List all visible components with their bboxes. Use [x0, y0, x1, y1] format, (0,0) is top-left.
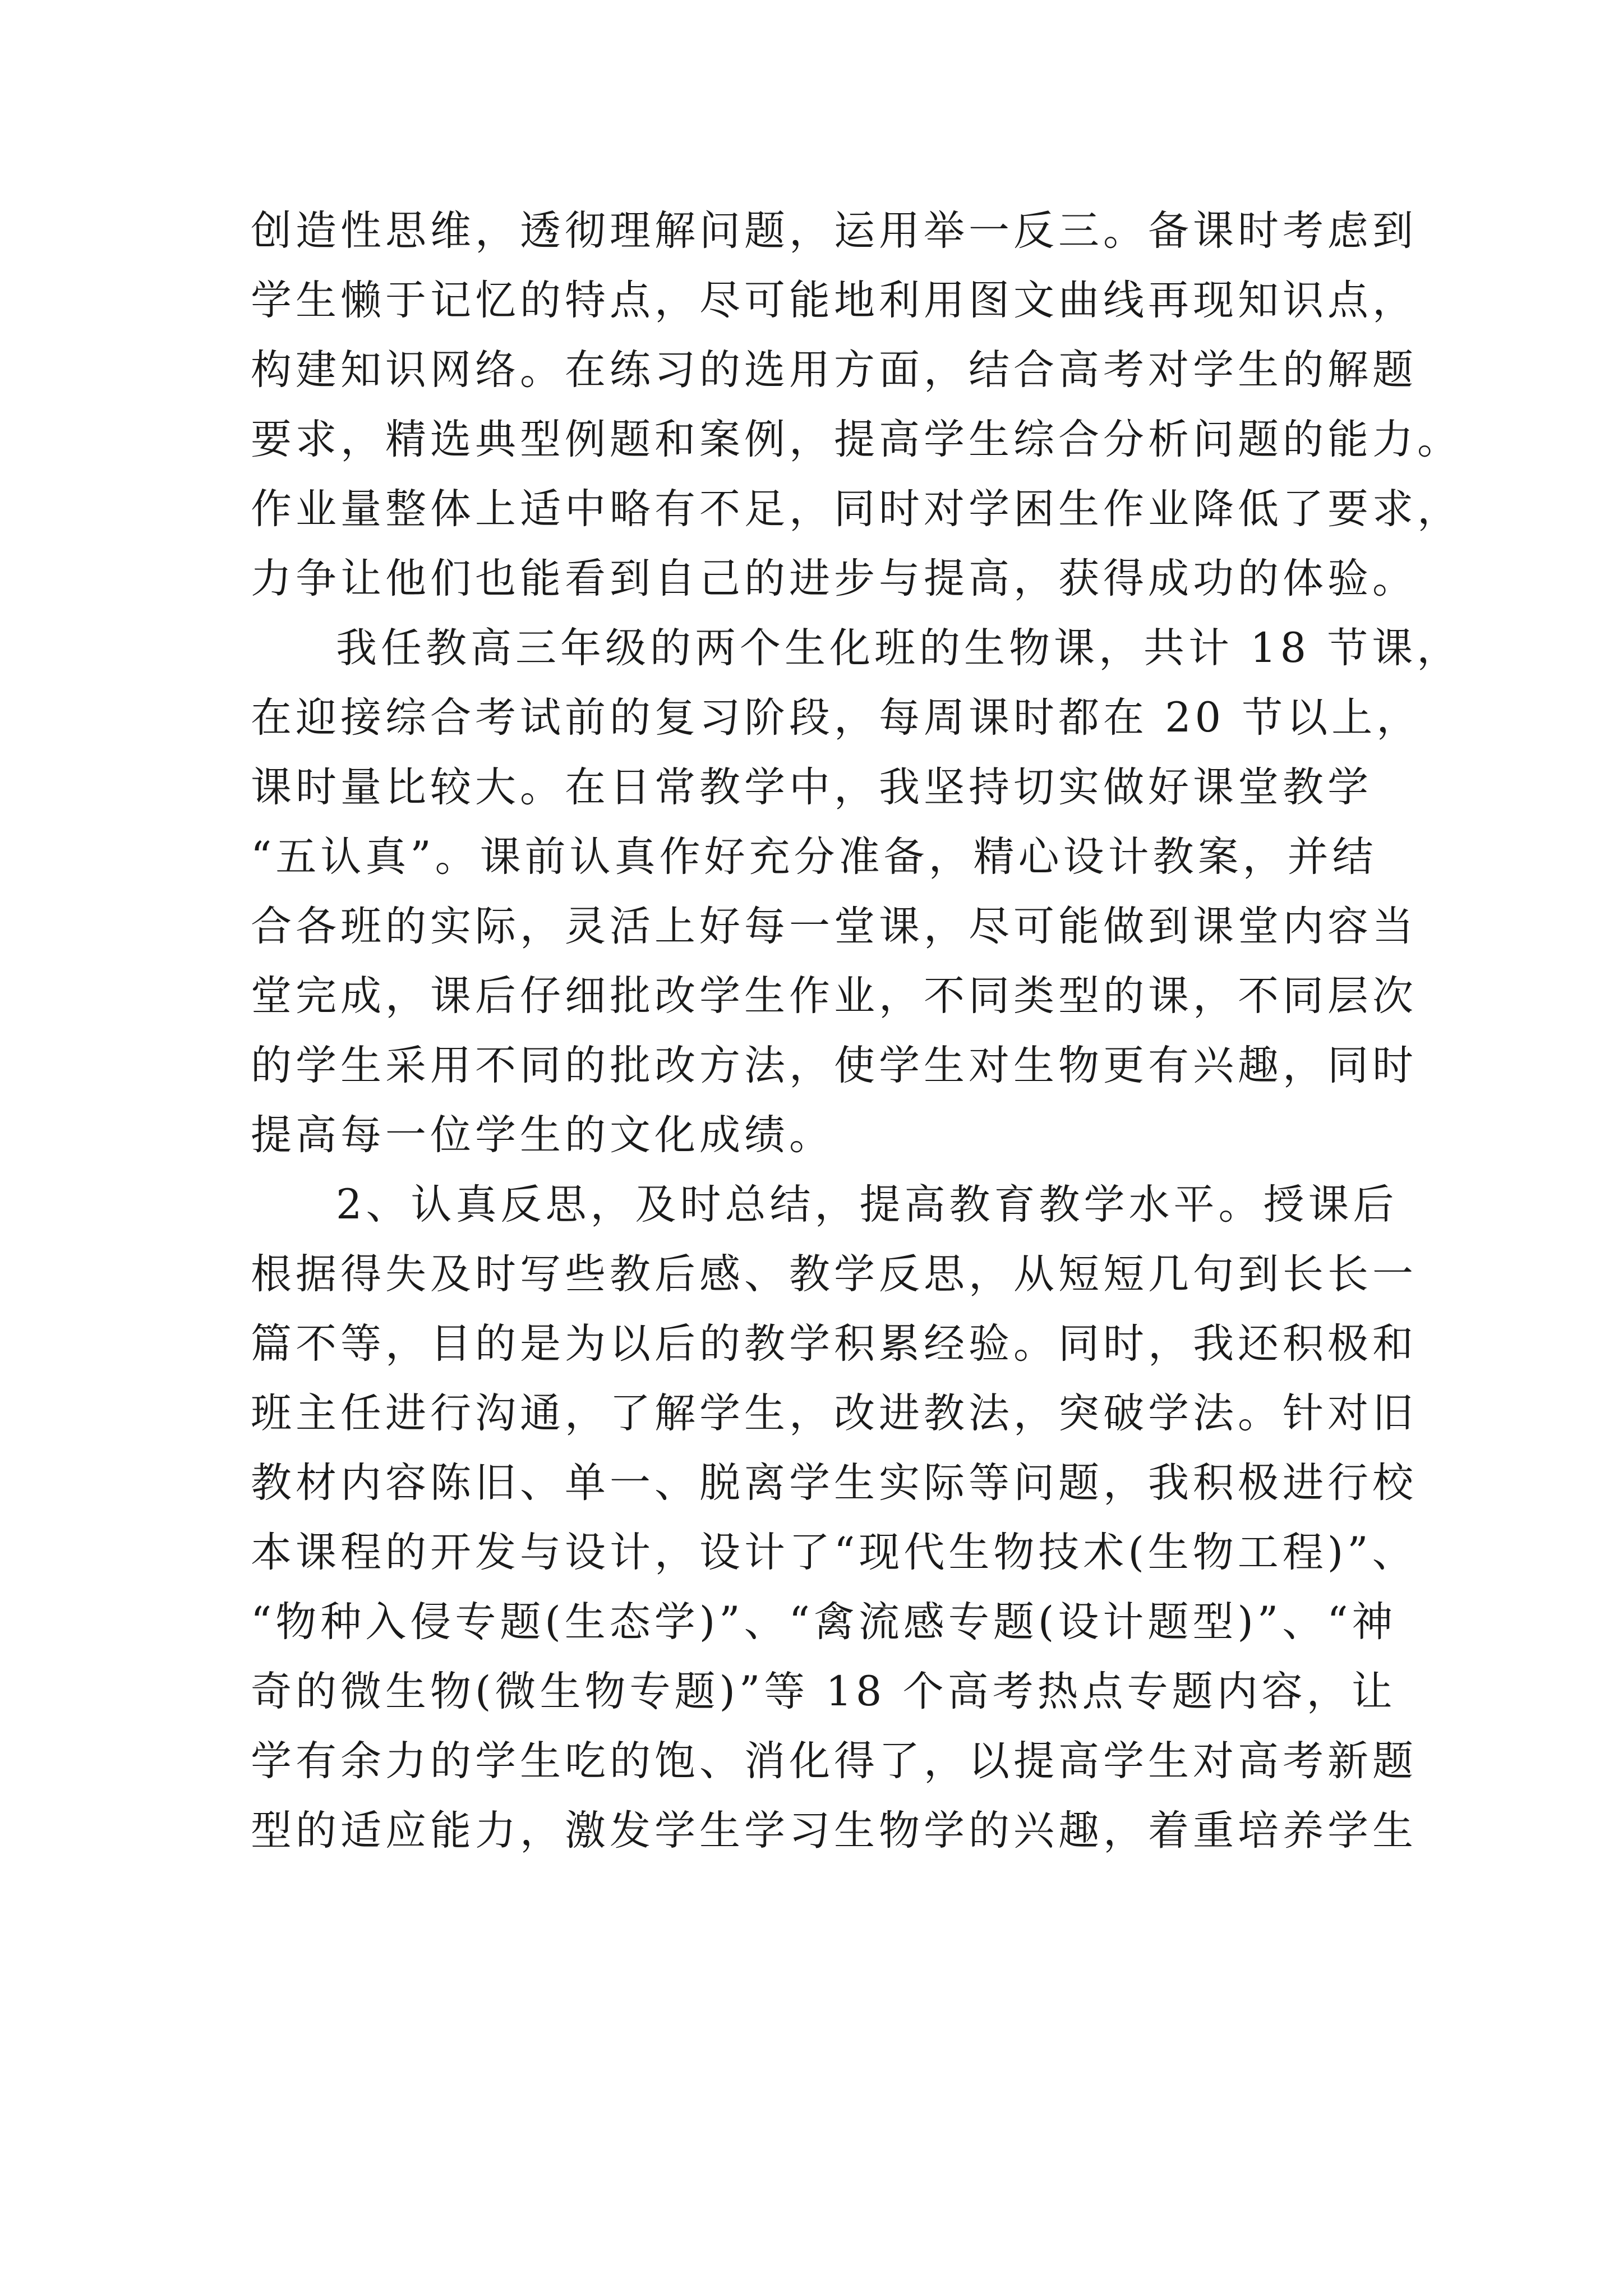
text-line: 篇不等，目的是为以后的教学积累经验。同时，我还积极和: [251, 1320, 1417, 1368]
text-line: 学生懒于记忆的特点，尽可能地利用图文曲线再现知识点，: [251, 277, 1417, 324]
text-line: 2、认真反思，及时总结，提高教育教学水平。授课后: [336, 1181, 1398, 1228]
body-text: [251, 196, 1462, 1866]
text-line: “五认真”。课前认真作好充分准备，精心设计教案，并结: [251, 833, 1377, 881]
text-line: 要求，精选典型例题和案例，提高学生综合分析问题的能力。: [251, 416, 1462, 463]
text-line: 我任教高三年级的两个生化班的生物课，共计 18 节课，: [336, 624, 1462, 672]
text-line: 堂完成，课后仔细批改学生作业，不同类型的课，不同层次: [251, 972, 1417, 1020]
text-line: 班主任进行沟通，了解学生，改进教法，突破学法。针对旧: [251, 1389, 1417, 1437]
paragraph-3: [251, 1170, 1417, 1866]
text-line: 本课程的开发与设计，设计了“现代生物技术(生物工程)”、: [251, 1529, 1417, 1576]
text-line: 根据得失及时写些教后感、教学反思，从短短几句到长长一: [251, 1250, 1417, 1298]
text-line: 提高每一位学生的文化成绩。: [251, 1111, 834, 1159]
text-line: 学有余力的学生吃的饱、消化得了，以提高学生对高考新题: [251, 1737, 1417, 1785]
text-line: 合各班的实际，灵活上好每一堂课，尽可能做到课堂内容当: [251, 903, 1417, 950]
text-line: 构建知识网络。在练习的选用方面，结合高考对学生的解题: [251, 346, 1417, 394]
text-line: 力争让他们也能看到自己的进步与提高，获得成功的体验。: [251, 555, 1417, 602]
text-line: 型的适应能力，激发学生学习生物学的兴趣，着重培养学生: [251, 1807, 1417, 1855]
text-line: 教材内容陈旧、单一、脱离学生实际等问题，我积极进行校: [251, 1459, 1417, 1507]
text-line: 在迎接综合考试前的复习阶段，每周课时都在 20 节以上，: [251, 694, 1422, 742]
text-line: 课时量比较大。在日常教学中，我坚持切实做好课堂教学: [251, 763, 1372, 811]
text-line: 的学生采用不同的批改方法，使学生对生物更有兴趣，同时: [251, 1042, 1417, 1089]
text-line: 创造性思维，透彻理解问题，运用举一反三。备课时考虑到: [251, 207, 1417, 255]
paragraph-1: [251, 196, 1462, 614]
text-line: 作业量整体上适中略有不足，同时对学困生作业降低了要求，: [251, 485, 1462, 533]
text-line: “物种入侵专题(生态学)”、“禽流感专题(设计题型)”、“神: [251, 1598, 1397, 1646]
text-line: 奇的微生物(微生物专题)”等 18 个高考热点专题内容，让: [251, 1668, 1396, 1715]
paragraph-2: [251, 614, 1462, 1170]
